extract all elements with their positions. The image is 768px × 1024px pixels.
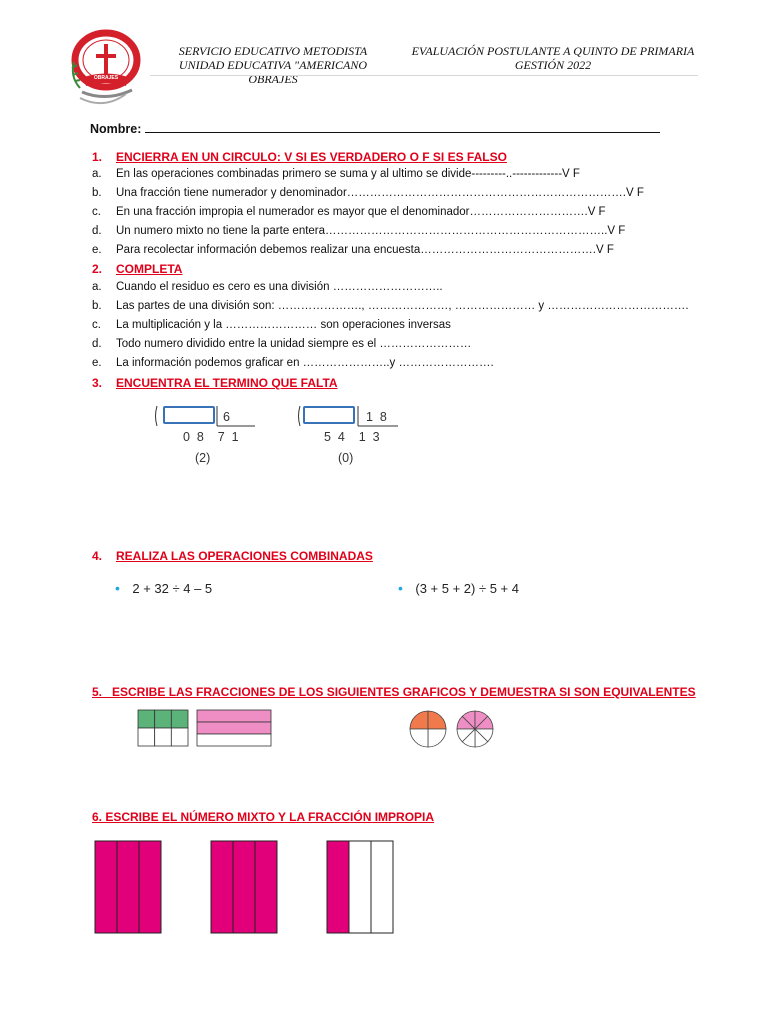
logo-top-text: UNIDAD EDUCATIVA AMERICANO [78,24,142,29]
grid-cell [171,728,188,746]
grid-cell [171,710,188,728]
header-left [158,44,388,86]
bar-part [211,841,233,933]
remainder: (0) [338,451,354,465]
header-school-name: UNIDAD EDUCATIVA "AMERICANO OBRAJES [178,58,368,86]
list-item: c. La multiplicación y la …………………… son operaciones inversas [92,319,451,331]
divisor: 1 8 [366,410,387,424]
expression-text: (3 + 5 + 2) ÷ 5 + 4 [415,581,519,596]
grid-cell [138,728,155,746]
bar-part [327,841,349,933]
list-item: d. Un numero mixto no tiene la parte entera………………………………………………………………..V F [92,225,626,237]
green-grid-graphic [137,709,189,747]
header-right [408,44,698,72]
bar-part [117,841,139,933]
bar-part [371,841,393,933]
section-6-title: 6. ESCRIBE EL NÚMERO MIXTO Y LA FRACCIÓN IMPROPIA [92,810,435,824]
orange-circle-graphic [409,710,449,750]
school-logo [66,22,146,112]
list-item: a. Cuando el residuo es cero es una división ……………………….. [92,281,443,293]
quotient: 5 4 1 3 [324,430,380,444]
header-management-year: GESTIÓN 2022 [514,58,592,72]
section-2-title: 2. COMPLETA [92,262,183,276]
grid-cell [155,710,172,728]
list-item: c. En una fracción impropia el numerador es mayor que el denominador………………………….V F [92,206,606,218]
fraction-bar-1 [94,840,162,934]
bar-row [197,710,271,722]
name-field[interactable] [90,120,660,136]
expression-2 [398,580,519,598]
list-item: e. Para recolectar información debemos realizar una encuesta……………………………………….V F [92,244,614,256]
circle-sector [428,729,446,747]
division-problem-1 [155,404,265,474]
pink-circle-graphic [456,710,496,750]
divisor: 6 [223,410,230,424]
bullet-icon: • [115,580,120,596]
bar-row [197,722,271,734]
name-blank-line[interactable] [145,120,660,133]
expression-text: 2 + 32 ÷ 4 – 5 [132,581,213,596]
logo-bottom-text: OBRAJES [93,75,119,81]
remainder: (2) [195,451,211,465]
grid-cell [138,710,155,728]
pink-bar-graphic [196,709,272,747]
expression-1 [115,580,212,598]
section-3-title: 3. ENCUENTRA EL TERMINO QUE FALTA [92,376,338,390]
quotient: 0 8 7 1 [183,430,239,444]
bar-part [139,841,161,933]
bar-part [95,841,117,933]
bar-part [233,841,255,933]
school-logo-graphic [66,22,146,112]
bullet-icon: • [398,580,403,596]
bar-part [349,841,371,933]
section-4-title: 4. REALIZA LAS OPERACIONES COMBINADAS [92,549,373,563]
bar-row [197,734,271,746]
list-item: a. En las operaciones combinadas primero se suma y al ultimo se divide---------..-------------V F [92,168,580,180]
list-item: d. Todo numero dividido entre la unidad siempre es el …………………… [92,338,472,350]
header-school-service: SERVICIO EDUCATIVO METODISTA [178,44,368,58]
circle-sector [410,729,428,747]
header-evaluation-title: EVALUACIÓN POSTULANTE A QUINTO DE PRIMARIA [411,44,695,58]
missing-dividend-box[interactable] [303,406,355,424]
grid-cell [155,728,172,746]
list-item: b. Las partes de una división son: …………………., …………………, ………………… y ………………………………. [92,300,689,312]
header-divider [150,75,698,76]
missing-dividend-box[interactable] [163,406,215,424]
division-problem-2 [298,404,408,474]
fraction-bar-2 [210,840,278,934]
circle-sector [428,711,446,729]
fraction-bar-3 [326,840,394,934]
list-item: b. Una fracción tiene numerador y denominador……………………………………………………………….V F [92,187,644,199]
bar-part [255,841,277,933]
section-1-title: 1. ENCIERRA EN UN CIRCULO: V SI ES VERDADERO O F SI ES FALSO [92,150,507,164]
section-5-title: 5. ESCRIBE LAS FRACCIONES DE LOS SIGUIENTES GRAFICOS Y DEMUESTRA SI SON EQUIVALENTES [92,685,696,699]
circle-sector [410,711,428,729]
name-label: Nombre: [90,122,142,136]
list-item: e. La información podemos graficar en …………………..y ……………………. [92,357,494,369]
